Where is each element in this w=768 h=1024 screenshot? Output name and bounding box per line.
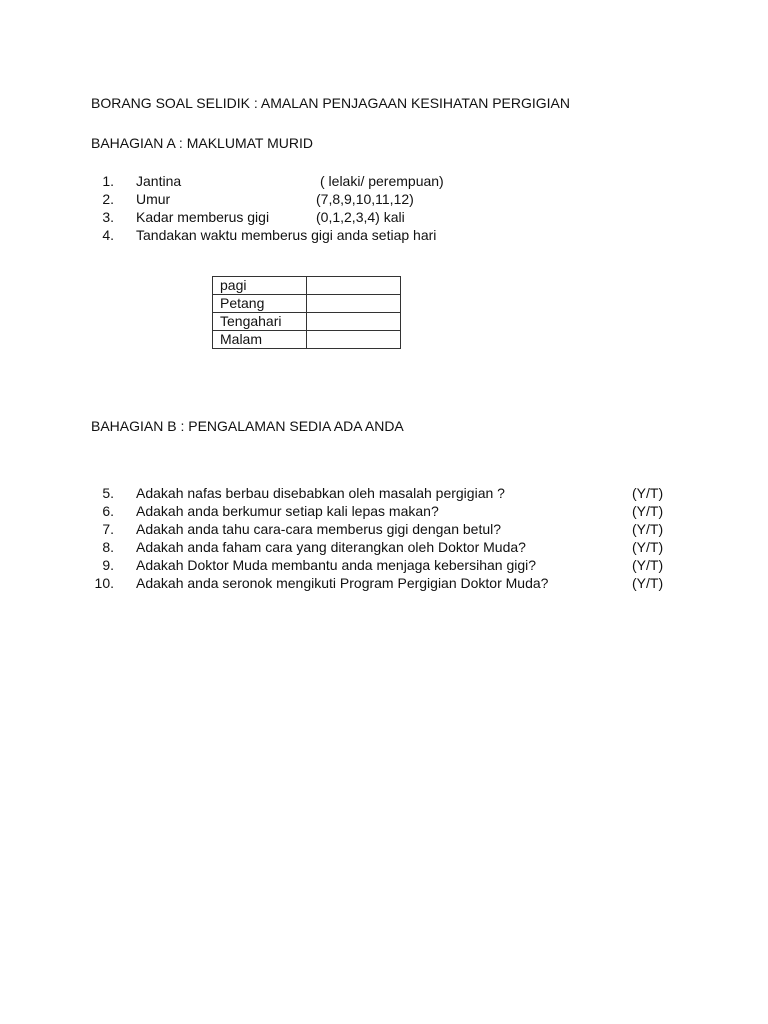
- time-label: Tengahari: [213, 313, 307, 331]
- item-label: Tandakan waktu memberus gigi anda setiap hari: [136, 227, 437, 243]
- document-title: BORANG SOAL SELIDIK : AMALAN PENJAGAAN KESIHATAN PERGIGIAN: [91, 95, 570, 111]
- question-number: 6.: [102, 503, 114, 519]
- answer-choice: (Y/T): [632, 575, 664, 591]
- question-number: 10.: [94, 575, 114, 591]
- list-item: [0, 502, 768, 520]
- list-item-kadar-memberus: [0, 208, 768, 226]
- list-item: [0, 556, 768, 574]
- time-label: Petang: [213, 295, 307, 313]
- item-number: 4.: [102, 227, 114, 243]
- question-number: 7.: [102, 521, 114, 537]
- question-text: Adakah anda berkumur setiap kali lepas makan?: [136, 503, 439, 519]
- list-item: [0, 574, 768, 592]
- time-label: pagi: [213, 277, 307, 295]
- section-a-heading: BAHAGIAN A : MAKLUMAT MURID: [91, 135, 313, 151]
- question-text: Adakah Doktor Muda membantu anda menjaga kebersihan gigi?: [136, 557, 537, 573]
- section-b-heading: BAHAGIAN B : PENGALAMAN SEDIA ADA ANDA: [91, 418, 404, 434]
- item-label: Umur: [136, 191, 171, 207]
- question-number: 9.: [102, 557, 114, 573]
- answer-choice: (Y/T): [632, 539, 664, 555]
- item-number: 3.: [102, 209, 114, 225]
- item-options: (7,8,9,10,11,12): [316, 191, 414, 207]
- list-item: [0, 538, 768, 556]
- list-item-waktu-memberus: [0, 226, 768, 244]
- list-item: [0, 520, 768, 538]
- answer-choice: (Y/T): [632, 521, 664, 537]
- answer-choice: (Y/T): [632, 557, 664, 573]
- table-row: [213, 277, 401, 295]
- answer-cell[interactable]: [307, 331, 401, 349]
- item-label: Jantina: [136, 173, 182, 189]
- question-text: Adakah anda tahu cara-cara memberus gigi dengan betul?: [136, 521, 502, 537]
- question-number: 5.: [102, 485, 114, 501]
- answer-cell[interactable]: [307, 313, 401, 331]
- answer-choice: (Y/T): [632, 485, 664, 501]
- question-text: Adakah anda seronok mengikuti Program Pergigian Doktor Muda?: [136, 575, 549, 591]
- item-number: 2.: [102, 191, 114, 207]
- item-label: Kadar memberus gigi: [136, 209, 270, 225]
- question-number: 8.: [102, 539, 114, 555]
- answer-cell[interactable]: [307, 295, 401, 313]
- table-row: [213, 331, 401, 349]
- list-item-umur: [0, 190, 768, 208]
- question-text: Adakah nafas berbau disebabkan oleh masalah pergigian ?: [136, 485, 505, 501]
- item-number: 1.: [102, 173, 114, 189]
- item-options: ( lelaki/ perempuan): [320, 173, 444, 189]
- time-label: Malam: [213, 331, 307, 349]
- list-item-jantina: [0, 172, 768, 190]
- answer-cell[interactable]: [307, 277, 401, 295]
- table-row: [213, 313, 401, 331]
- brushing-time-table: [212, 276, 401, 349]
- answer-choice: (Y/T): [632, 503, 664, 519]
- table-row: [213, 295, 401, 313]
- item-options: (0,1,2,3,4) kali: [316, 209, 405, 225]
- question-text: Adakah anda faham cara yang diterangkan oleh Doktor Muda?: [136, 539, 526, 555]
- list-item: [0, 484, 768, 502]
